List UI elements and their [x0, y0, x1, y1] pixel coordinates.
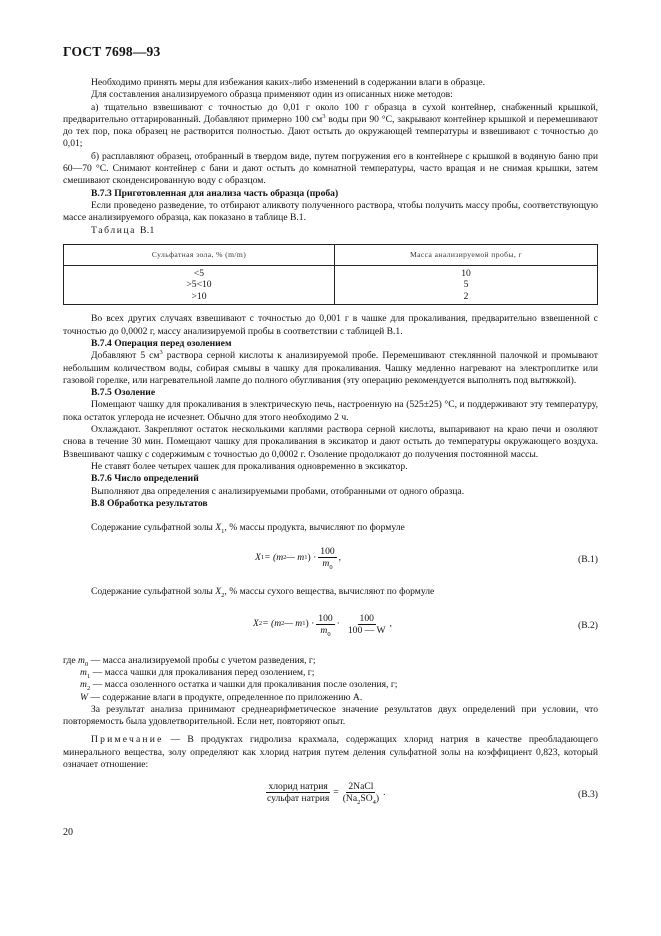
table-header-ash: Сульфатная зола, % (m/m) — [64, 244, 335, 265]
table-row — [64, 291, 598, 305]
table-header-mass: Масса анализируемой пробы, г — [335, 244, 598, 265]
definition-line: $m_1$ — масса чашки для прокаливания перед озолением, г; — [80, 667, 315, 680]
variable-definitions — [63, 655, 598, 704]
page-header-title: ГОСТ 7698—93 — [63, 44, 161, 59]
table-cell: 2 — [335, 291, 598, 305]
paragraph: Если проведено разведение, то отбирают аликвоту полученного раствора, чтобы получить массу пробы, соответствующую массе анализируемого образца, как показано в таблице В.1. — [63, 199, 598, 224]
section-heading-b74: В.7.4 Операция перед озолением — [91, 337, 232, 349]
paragraph: За результат анализа принимают среднеарифметическое значение результатов двух определений при условии, что повторяемость была удовлетворительной. Если нет, повторяют опыт. — [63, 703, 598, 728]
paragraph: Охлаждают. Закрепляют остаток несколькими каплями раствора серной кислоты, выпаривают на краю печи и озоляют снова в течение 30 мин. Помещают чашку для прокаливания в эксикатор и дают остыть до температуры окружающего воздуха. Взвешивают чашку с содержимым с точностью до 0,0002 г. Озоление продолжают до получения постоянной массы. — [63, 424, 598, 460]
paragraph: а) тщательно взвешивают с точностью до 0,01 г около 100 г образца в сухой контейнер, снабженный крышкой, предварительно оттарированный. Добавляют примерно 100 $см^3$ воды при 90 °С, закрывают контейнер крышкой и перемешивают до тех пор, пока образец не растворится полностью. Дают остыть до окружающей температуры и взвешивают с точностью до 0,01; — [63, 101, 598, 150]
fraction: $\frac{\text{хлорид натрия}}{\text{сульфат натрия}}$ — [267, 781, 330, 805]
table-row — [64, 265, 598, 279]
paragraph: Содержание сульфатной золы $X_1$, % массы продукта, вычисляют по формуле — [91, 522, 405, 536]
document-body — [63, 77, 598, 823]
formula-b1: X 1 = (m 2 — m 1 ) · $\frac{100}{m_0}$ , (В.1) — [255, 546, 598, 572]
paragraph: Необходимо принять меры для избежания каких-либо изменений в содержании влаги в образце. — [91, 77, 486, 88]
paragraph: Выполняют два определения с анализируемыми пробами, отобранными от одного образца. — [91, 485, 465, 497]
paragraph: Добавляют 5 $см^3$ раствора серной кислоты к анализируемой пробе. Перемешивают стеклянной палочкой и промывают небольшим количеством воды, собирая смывы в чашку для прокаливания. Чашку медленно нагревают на электроплитке или газовой горелке, или нагревательной лампе до полного обугливания (эту операцию рекомендуется выполнять под вытяжкой). — [63, 349, 598, 386]
section-heading-b76: В.7.6 Число определений — [91, 473, 199, 485]
paragraph: Для составления анализируемого образца применяют один из описанных ниже методов: — [91, 89, 453, 101]
table-cell: 5 — [335, 279, 598, 291]
definition-line: W — содержание влаги в продукте, определенное по приложению А. — [80, 691, 363, 703]
formula-b3: $\frac{\text{хлорид натрия}}{\text{сульфат натрия}}$ = $\frac{\text{2NaCl}}{(Na_2SO_4)}$ . (В.3) — [267, 781, 598, 807]
paragraph: б) расплавляют образец, отобранный в твердом виде, путем погружения его в контейнере с крышкой в водяную баню при 60—70 °С. Снимают контейнер с бани и дают остыть до комнатной температуры, часто вращая и не снимая крышки, затем смешивают сконденсированную воду с образцом. — [63, 150, 598, 187]
paragraph: Содержание сульфатной золы $X_2$, % массы сухого вещества, вычисляют по формуле — [91, 586, 435, 600]
table-row — [64, 279, 598, 291]
table-cell: >5<10 — [64, 279, 335, 291]
fraction: $\frac{100}{m_0}$ — [320, 546, 335, 572]
section-heading-b8: В.8 Обработка результатов — [91, 497, 208, 509]
formula-b2: X 2 = (m 2 — m 1 ) · $\frac{100}{m_0}$ · $\frac{100}{100 — W}$ , (В.2) — [253, 612, 598, 638]
note-paragraph: Примечание — В продуктах гидролиза крахмала, содержащих хлорид натрия в качестве преобладающего минерального вещества, золу определяют как хлорид натрия путем деления сульфатной золы на коэффициент 0,823, который означает отношение: — [63, 734, 598, 771]
table-cell: >10 — [64, 291, 335, 305]
definition-line: где $m_0$ — масса анализируемой пробы с учетом разведения, г; — [63, 654, 316, 668]
table-caption: Таблица В.1 — [91, 224, 155, 236]
section-heading-b73: В.7.3 Приготовленная для анализа часть образца (проба) — [91, 187, 339, 199]
formula-number: (В.3) — [578, 789, 598, 801]
table-cell: <5 — [64, 265, 335, 279]
formula-number: (В.1) — [578, 554, 598, 566]
section-heading-b75: В.7.5 Озоление — [91, 387, 156, 399]
formula-number: (В.2) — [578, 619, 598, 631]
definition-line: $m_2$ — масса озоленного остатка и чашки для прокаливания после озоления, г; — [80, 679, 398, 693]
table-b1 — [63, 244, 598, 306]
fraction: $\frac{100}{100 — W}$ — [347, 612, 386, 636]
paragraph: Во всех других случаях взвешивают с точностью до 0,001 г в чашке для прокаливания, предварительно взвешенной с точностью до 0,0002 г, массу анализируемой пробы в соответствии с таблицей В.1. — [63, 313, 598, 337]
fraction: $\frac{100}{m_0}$ — [318, 612, 333, 638]
paragraph: Не ставят более четырех чашек для прокаливания одновременно в эксикатор. — [91, 460, 408, 472]
paragraph: Помещают чашку для прокаливания в электрическую печь, настроенную на (525±25) °С, и поддерживают эту температуру, пока остаток углерода не исчезнет. Обычно для этого необходимо 2 ч. — [63, 399, 598, 423]
table-cell: 10 — [335, 265, 598, 279]
fraction: $\frac{\text{2NaCl}}{(Na_2SO_4)}$ — [342, 781, 380, 807]
page-number: 20 — [63, 827, 73, 838]
